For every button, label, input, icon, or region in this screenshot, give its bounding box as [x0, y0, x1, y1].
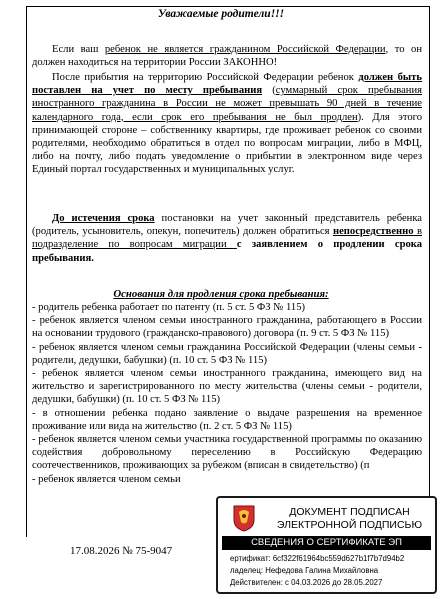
stamp-certificate-bar: СВЕДЕНИЯ О СЕРТИФИКАТЕ ЭП [222, 536, 431, 550]
paragraph-registration: После прибытия на территорию Российской Федерации ребенок должен быть поставлен на учет по месту пребывания (суммарный срок пребывания иностранного гражданина в России не может превышать 90 дней в течение календарного года, если срок его пребывания не был продлен). Для этого принимающей стороне – собственнику квартиры, где проживает ребенок со своими родителями, необходимо обратиться в отдел по вопросам миграции, либо в МФЦ, либо на почту, либо подать уведомление о прибытии в электронном виде через Единый портал государственных и муниципальных услуг. [32, 72, 422, 176]
stamp-heading: ДОКУМЕНТ ПОДПИСАН ЭЛЕКТРОННОЙ ПОДПИСЬЮ [276, 506, 423, 531]
list-item: - ребенок является членом семьи иностранного гражданина, имеющего вид на жительство и зарегистрированного по месту жительства (члены семьи - родители, дедушки, бабушки) (п. 10 ст. 5 ФЗ № 115) [32, 368, 422, 406]
coat-of-arms-icon [232, 504, 256, 532]
paragraph-extension: До истечения срока постановки на учет законный представитель ребенка (родитель, усыновитель, опекун, попечитель) должен обратиться непосредственно в подразделение по вопросам миграции с заявлением о продлении срока пребывания. [32, 213, 423, 264]
list-item: - родитель ребенка работает по патенту (п. 5 ст. 5 ФЗ № 115) [32, 302, 306, 313]
list-item: - ребенок является членом семьи гражданина Российской Федерации (члены семьи - родители, дедушки, бабушки) (п. 10 ст. 5 ФЗ № 115) [32, 341, 422, 366]
stamp-certificate: ертификат: 6cf322f61964bc559d627b1f7b7d94b2 [230, 554, 405, 563]
list-item: - ребенок является членом семьи участника государственной программы по оказанию содействия добровольному переселению в Российскую Федерацию соотечественников, проживающих за рубежом (вписан в свидетельство) (п [32, 434, 422, 472]
grounds-heading: Основания для продления срока пребывания: [113, 288, 329, 300]
paragraph-citizenship: Если ваш ребенок не является гражданином Российской Федерации, то он должен находиться на территории России ЗАКОННО! [32, 44, 422, 69]
list-item: - в отношении ребенка подано заявление о выдаче разрешения на временное проживание или вида на жительство (п. 2 ст. 5 ФЗ № 115) [32, 407, 422, 432]
document-number: 17.08.2026 № 75-9047 [70, 545, 173, 557]
document-title: Уважаемые родители!!! [157, 8, 285, 20]
stamp-validity: Действителен: с 04.03.2026 до 28.05.2027 [230, 578, 383, 587]
stamp-owner: ладелец: Нефедова Галина Михайловна [230, 566, 379, 575]
signature-stamp [216, 496, 437, 594]
list-item: - ребенок является членом семьи [32, 473, 181, 485]
grounds-list [32, 301, 422, 486]
list-item: - ребенок является членом семьи иностранного гражданина, работающего в России на основании трудового (гражданско-правового) договора (п. 9 ст. 5 ФЗ № 115) [32, 315, 422, 340]
